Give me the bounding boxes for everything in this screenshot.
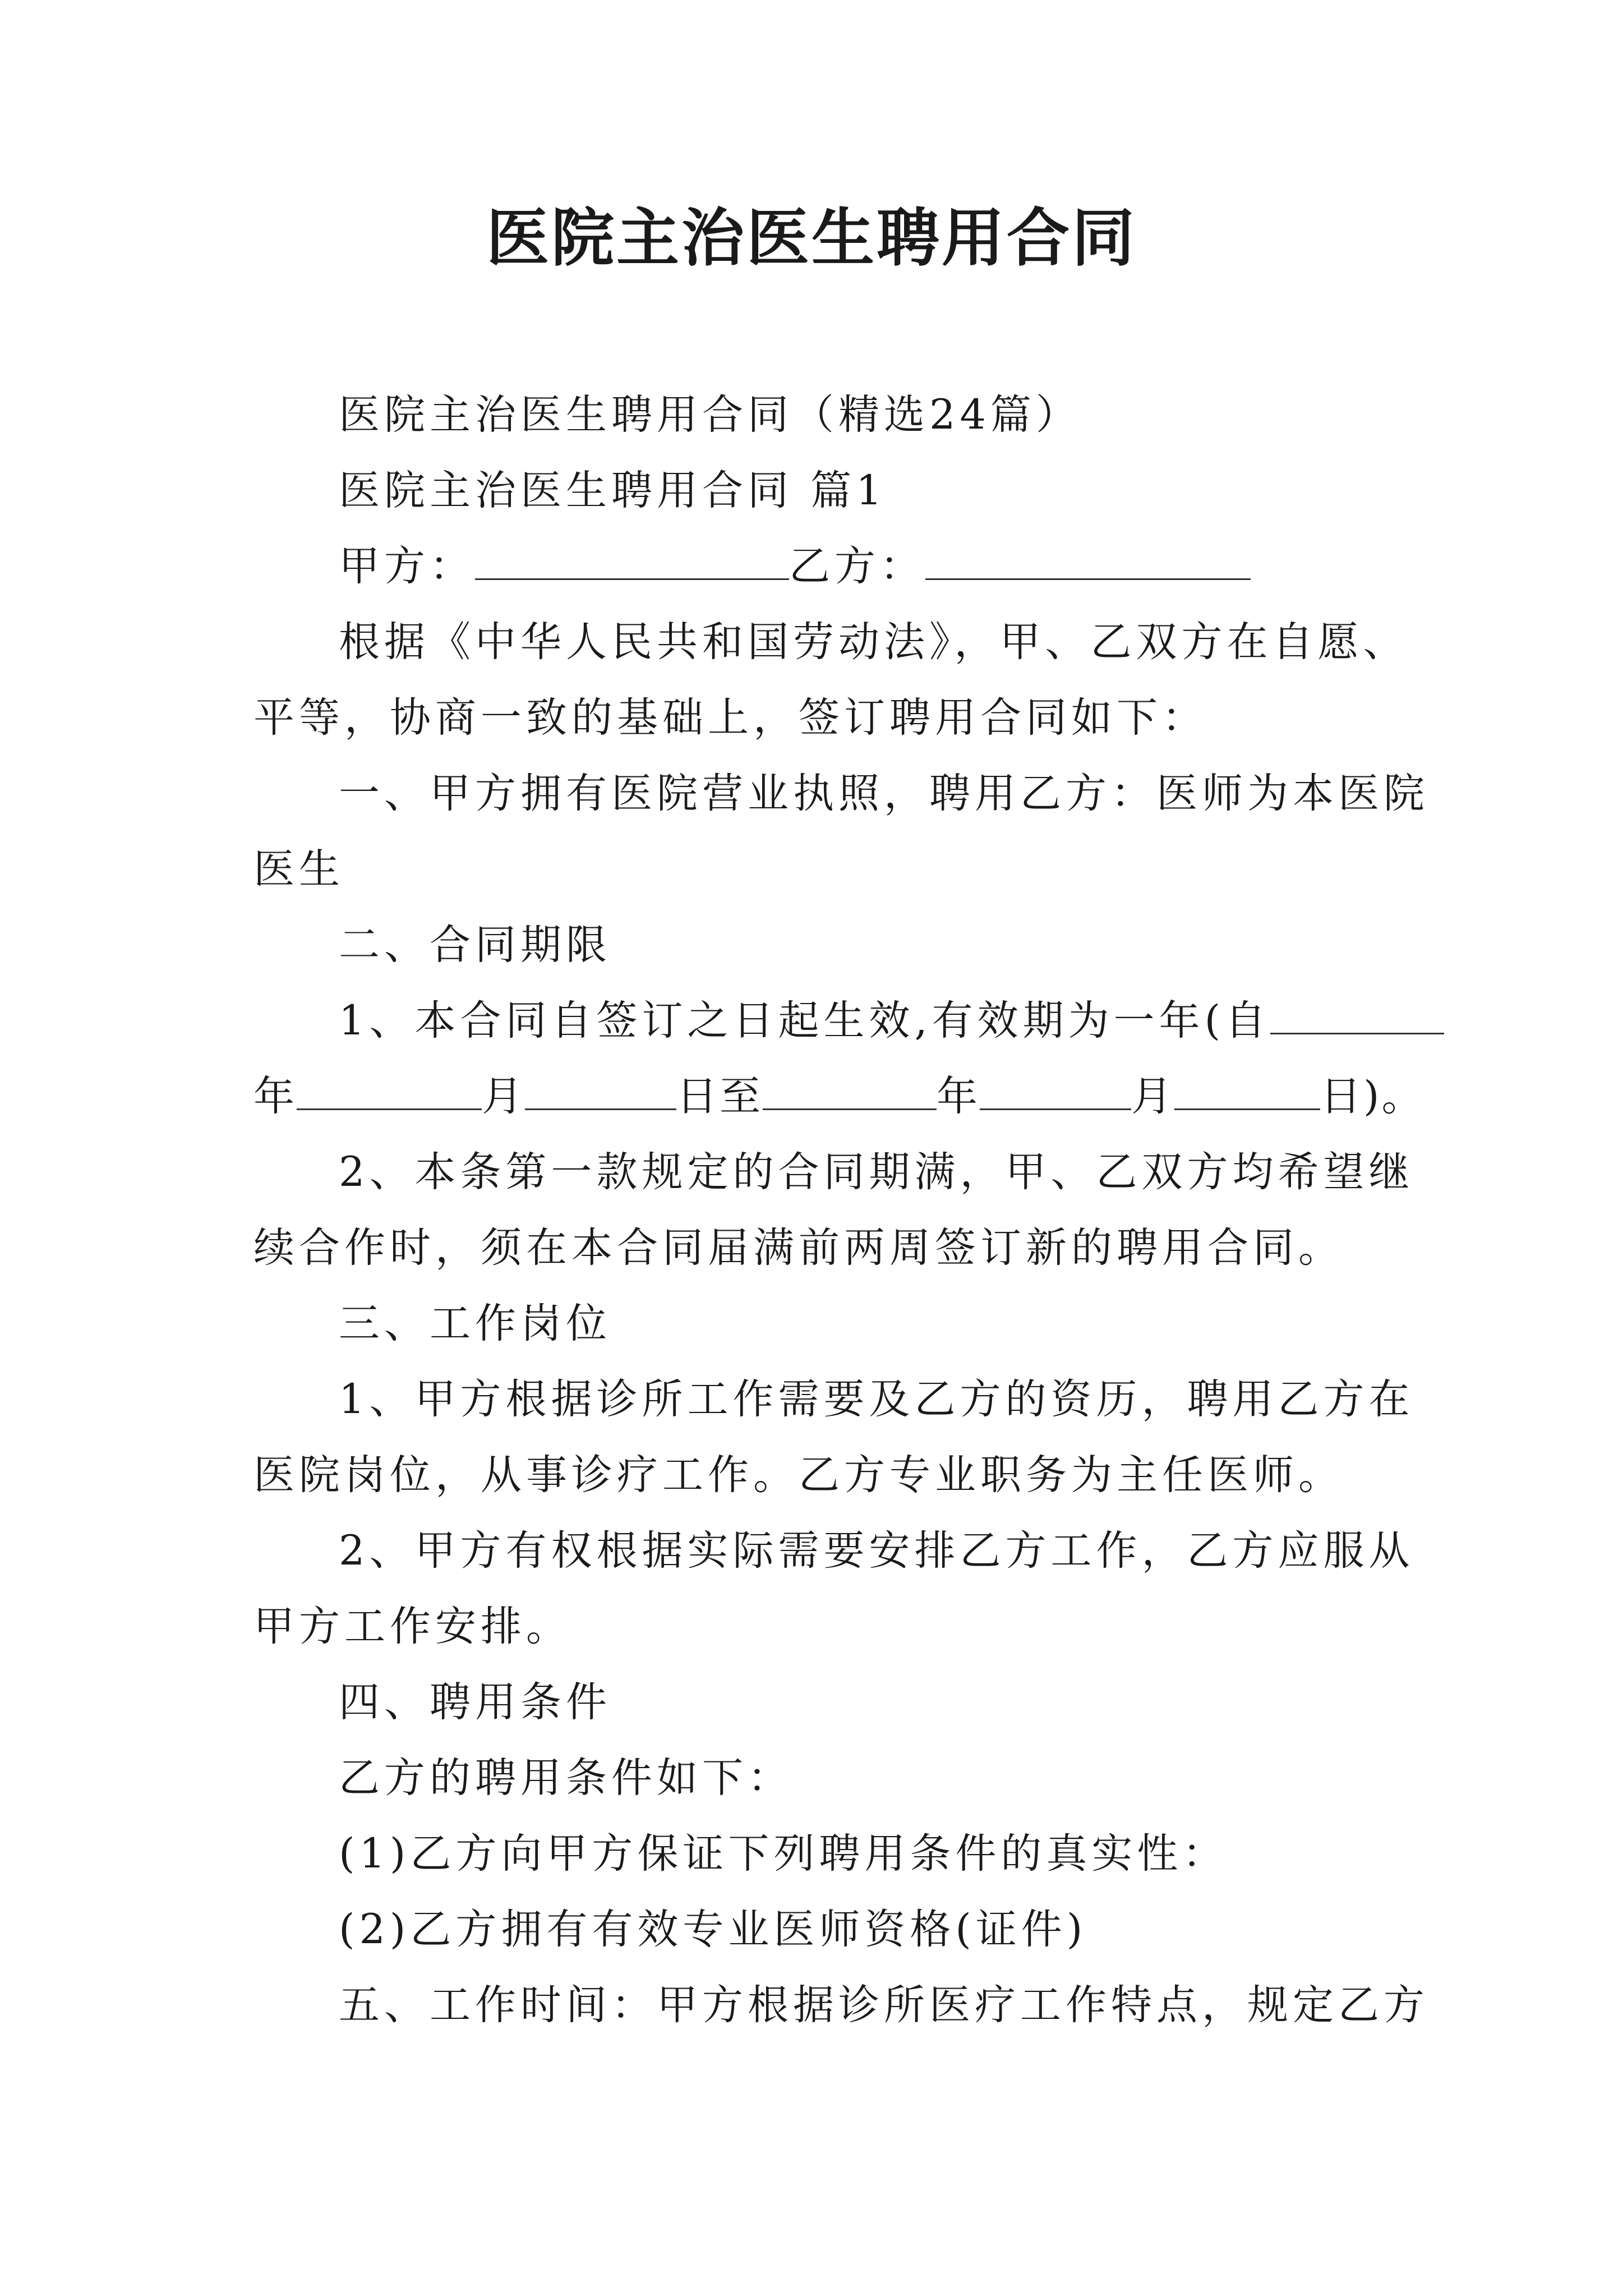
- date-blank: [525, 1069, 676, 1110]
- paragraph-line: (1)乙方向甲方保证下列聘用条件的真实性：: [339, 1830, 1228, 1878]
- party-b-blank: [925, 539, 1251, 580]
- party-a-blank: [475, 539, 789, 580]
- date-blank: [1174, 1069, 1320, 1110]
- term-line-2: [253, 1069, 1425, 1125]
- party-b-label: 乙方：: [789, 542, 925, 590]
- month-label: 月: [482, 1073, 525, 1120]
- month-label: 月: [1131, 1073, 1174, 1120]
- paragraph-line: 1、甲方根据诊所工作需要及乙方的资历，聘用乙方在: [339, 1375, 1414, 1423]
- section-heading-term: 二、合同期限: [339, 921, 611, 969]
- day-to-label: 日至: [676, 1073, 763, 1120]
- paragraph-line: (2)乙方拥有有效专业医师资格(证件): [339, 1906, 1087, 1953]
- paragraph-line: 甲方工作安排。: [253, 1603, 571, 1650]
- paragraph-line: 续合作时，须在本合同届满前两周签订新的聘用合同。: [253, 1224, 1344, 1272]
- paragraph-line: 五、工作时间：甲方根据诊所医疗工作特点，规定乙方: [339, 1981, 1429, 2029]
- term-text: 1、本合同自签订之日起生效,有效期为一年(自: [339, 997, 1271, 1045]
- document-subtitle: 医院主治医生聘用合同（精选24篇）: [339, 391, 1081, 439]
- date-blank: [980, 1069, 1131, 1110]
- date-blank: [297, 1069, 482, 1110]
- date-blank: [763, 1069, 937, 1110]
- paragraph-line: 医院岗位，从事诊疗工作。乙方专业职务为主任医师。: [253, 1451, 1344, 1499]
- section-heading: 医院主治医生聘用合同 篇1: [339, 467, 887, 514]
- date-blank: [1270, 993, 1444, 1034]
- year-label: 年: [937, 1073, 980, 1120]
- paragraph-line: 2、本条第一款规定的合同期满，甲、乙双方均希望继: [339, 1148, 1414, 1196]
- section-heading-conditions: 四、聘用条件: [339, 1678, 611, 1726]
- paragraph-line: 2、甲方有权根据实际需要安排乙方工作，乙方应服从: [339, 1527, 1414, 1575]
- paragraph-line: 平等，协商一致的基础上，签订聘用合同如下：: [253, 694, 1207, 742]
- parties-line: [339, 539, 1472, 595]
- paragraph-line: 根据《中华人民共和国劳动法》，甲、乙双方在自愿、: [339, 618, 1409, 666]
- paragraph-line: 一、甲方拥有医院营业执照，聘用乙方：医师为本医院: [339, 770, 1429, 817]
- year-label: 年: [253, 1073, 297, 1120]
- party-a-label: 甲方：: [339, 542, 475, 590]
- document-title: 医院主治医生聘用合同: [486, 201, 1137, 275]
- paragraph-line: 医生: [253, 845, 344, 893]
- section-heading-position: 三、工作岗位: [339, 1300, 611, 1347]
- term-line-1: [339, 993, 1472, 1049]
- paragraph-line: 乙方的聘用条件如下：: [339, 1754, 793, 1802]
- day-end-label: 日)。: [1320, 1073, 1425, 1120]
